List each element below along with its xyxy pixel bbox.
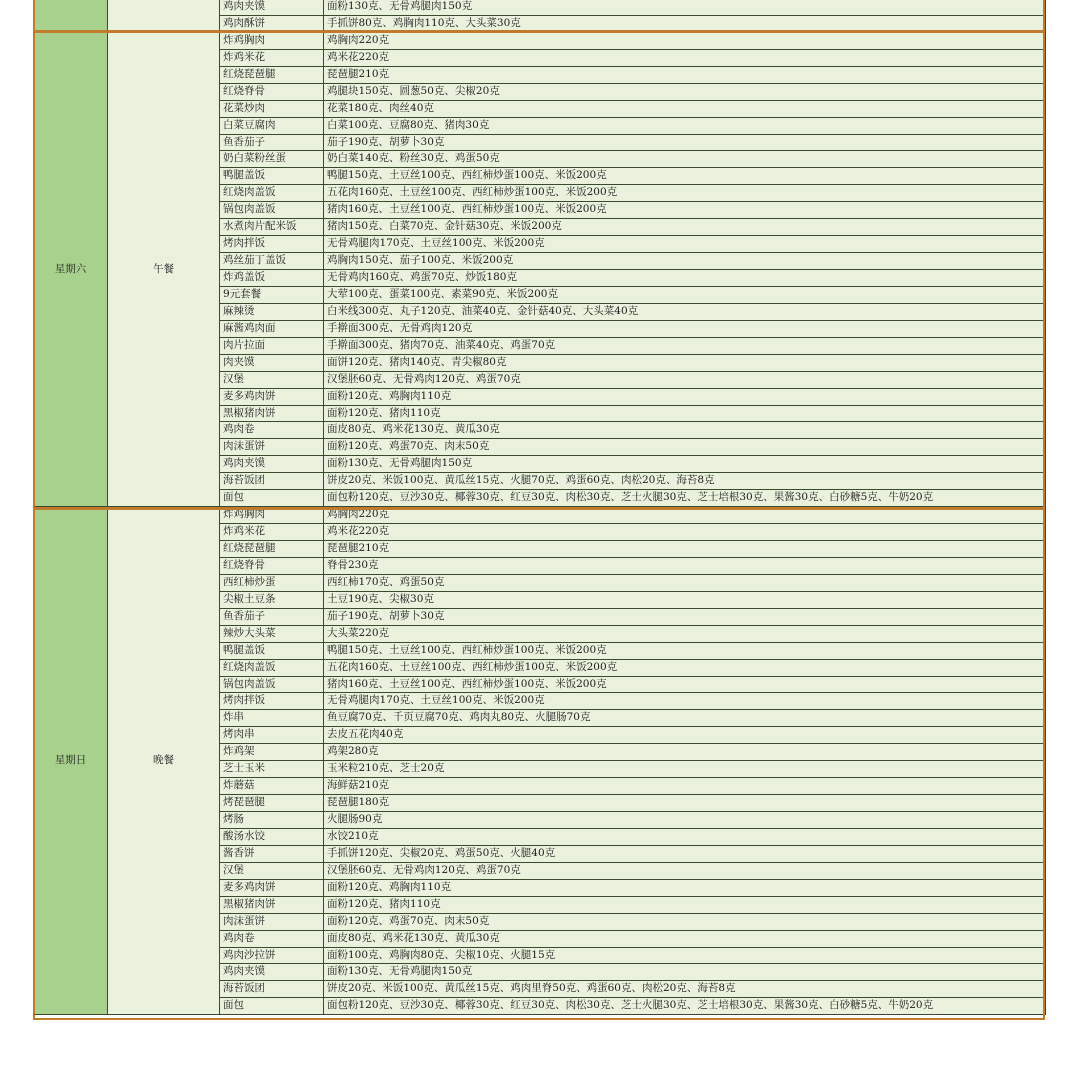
dish-name: 鸡肉夹馍 <box>220 0 324 15</box>
dish-name: 锅包肉盖饭 <box>220 202 324 219</box>
meal-cell <box>108 0 220 32</box>
dish-name: 麦多鸡肉饼 <box>220 879 324 896</box>
dish-name: 红烧肉盖饭 <box>220 185 324 202</box>
ingredients: 无骨鸡腿肉170克、土豆丝100克、米饭200克 <box>324 236 1046 253</box>
ingredients: 西红柿170克、鸡蛋50克 <box>324 574 1046 591</box>
dish-name: 西红柿炒蛋 <box>220 574 324 591</box>
dish-name: 鸡肉夹馍 <box>220 456 324 473</box>
dish-name: 汉堡 <box>220 371 324 388</box>
dish-name: 炸串 <box>220 710 324 727</box>
dish-name: 麻辣烫 <box>220 303 324 320</box>
dish-name: 炸鸡胸肉 <box>220 507 324 524</box>
ingredients: 鸡胸肉150克、茄子100克、米饭200克 <box>324 253 1046 270</box>
ingredients: 面粉120克、鸡蛋70克、肉末50克 <box>324 439 1046 456</box>
table-row <box>34 32 1046 49</box>
dish-name: 烤肉拌饭 <box>220 693 324 710</box>
dish-name: 酸汤水饺 <box>220 828 324 845</box>
dish-name: 烤琵琶腿 <box>220 795 324 812</box>
dish-name: 炸鸡米花 <box>220 524 324 541</box>
dish-name: 麻酱鸡肉面 <box>220 320 324 337</box>
ingredients: 面粉130克、无骨鸡腿肉150克 <box>324 456 1046 473</box>
ingredients: 脊骨230克 <box>324 557 1046 574</box>
meal-label: 晚餐 <box>108 507 220 1015</box>
ingredients: 鱼豆腐70克、千页豆腐70克、鸡肉丸80克、火腿肠70克 <box>324 710 1046 727</box>
ingredients: 面粉120克、鸡胸肉110克 <box>324 388 1046 405</box>
ingredients: 白米线300克、丸子120克、油菜40克、金针菇40克、大头菜40克 <box>324 303 1046 320</box>
dish-name: 芝士玉米 <box>220 761 324 778</box>
ingredients: 猪肉160克、土豆丝100克、西红柿炒蛋100克、米饭200克 <box>324 202 1046 219</box>
ingredients: 花菜180克、肉丝40克 <box>324 100 1046 117</box>
ingredients: 饼皮20克、米饭100克、黄瓜丝15克、火腿70克、鸡蛋60克、肉松20克、海苔8克 <box>324 473 1046 490</box>
dish-name: 炸鸡米花 <box>220 49 324 66</box>
ingredients: 面粉130克、无骨鸡腿肉150克 <box>324 964 1046 981</box>
ingredients: 茄子190克、胡萝卜30克 <box>324 134 1046 151</box>
ingredients: 面包粉120克、豆沙30克、椰蓉30克、红豆30克、肉松30克、芝士火腿30克、芝士培根30克、果酱30克、白砂糖5克、牛奶20克 <box>324 998 1046 1015</box>
dish-name: 水煮肉片配米饭 <box>220 219 324 236</box>
dish-name: 9元套餐 <box>220 286 324 303</box>
dish-name: 辣炒大头菜 <box>220 625 324 642</box>
ingredients: 茄子190克、胡萝卜30克 <box>324 608 1046 625</box>
dish-name: 黑椒猪肉饼 <box>220 405 324 422</box>
dish-name: 花菜炒肉 <box>220 100 324 117</box>
ingredients: 面粉130克、无骨鸡腿肉150克 <box>324 0 1046 15</box>
ingredients: 饼皮20克、米饭100克、黄瓜丝15克、鸡肉里脊50克、鸡蛋60克、肉松20克、海苔8克 <box>324 981 1046 998</box>
ingredients: 白菜100克、豆腐80克、猪肉30克 <box>324 117 1046 134</box>
ingredients: 面饼120克、猪肉140克、青尖椒80克 <box>324 354 1046 371</box>
ingredients: 鸡米花220克 <box>324 524 1046 541</box>
dish-name: 鸡肉酥饼 <box>220 15 324 32</box>
dish-name: 红烧肉盖饭 <box>220 659 324 676</box>
dish-name: 红烧琵琶腿 <box>220 541 324 558</box>
ingredients: 面粉120克、猪肉110克 <box>324 896 1046 913</box>
menu-table-body <box>34 0 1046 1015</box>
dish-name: 鸭腿盖饭 <box>220 168 324 185</box>
dish-name: 鸡肉卷 <box>220 422 324 439</box>
dish-name: 鸡丝茄丁盖饭 <box>220 253 324 270</box>
dish-name: 肉沫蛋饼 <box>220 439 324 456</box>
dish-name: 海苔饭团 <box>220 981 324 998</box>
ingredients: 面粉100克、鸡胸肉80克、尖椒10克、火腿15克 <box>324 947 1046 964</box>
ingredients: 土豆190克、尖椒30克 <box>324 591 1046 608</box>
ingredients: 奶白菜140克、粉丝30克、鸡蛋50克 <box>324 151 1046 168</box>
meal-label: 午餐 <box>108 32 220 506</box>
ingredients: 鸡米花220克 <box>324 49 1046 66</box>
ingredients: 手擀面300克、猪肉70克、油菜40克、鸡蛋70克 <box>324 337 1046 354</box>
ingredients: 鸡胸肉220克 <box>324 507 1046 524</box>
dish-name: 汉堡 <box>220 862 324 879</box>
dish-name: 肉片拉面 <box>220 337 324 354</box>
dish-name: 鸡肉夹馍 <box>220 964 324 981</box>
ingredients: 面皮80克、鸡米花130克、黄瓜30克 <box>324 422 1046 439</box>
ingredients: 去皮五花肉40克 <box>324 727 1046 744</box>
ingredients: 火腿肠90克 <box>324 812 1046 829</box>
dish-name: 烤肉串 <box>220 727 324 744</box>
ingredients: 琵琶腿210克 <box>324 66 1046 83</box>
ingredients: 琵琶腿210克 <box>324 541 1046 558</box>
day-label: 星期六 <box>34 32 108 506</box>
ingredients: 大荤100克、蛋菜100克、素菜90克、米饭200克 <box>324 286 1046 303</box>
dish-name: 炸蘑菇 <box>220 778 324 795</box>
ingredients: 鸡架280克 <box>324 744 1046 761</box>
ingredients: 面粉120克、猪肉110克 <box>324 405 1046 422</box>
ingredients: 面粉120克、鸡蛋70克、肉末50克 <box>324 913 1046 930</box>
dish-name: 锅包肉盖饭 <box>220 676 324 693</box>
ingredients: 琵琶腿180克 <box>324 795 1046 812</box>
dish-name: 鸡肉卷 <box>220 930 324 947</box>
ingredients: 面皮80克、鸡米花130克、黄瓜30克 <box>324 930 1046 947</box>
ingredients: 鸭腿150克、土豆丝100克、西红柿炒蛋100克、米饭200克 <box>324 168 1046 185</box>
dish-name: 面包 <box>220 998 324 1015</box>
table-row <box>34 0 1046 15</box>
dish-name: 红烧琵琶腿 <box>220 66 324 83</box>
ingredients: 五花肉160克、土豆丝100克、西红柿炒蛋100克、米饭200克 <box>324 185 1046 202</box>
dish-name: 炸鸡盖饭 <box>220 270 324 287</box>
dish-name: 尖椒土豆条 <box>220 591 324 608</box>
ingredients: 猪肉150克、白菜70克、金针菇30克、米饭200克 <box>324 219 1046 236</box>
dish-name: 鱼香茄子 <box>220 608 324 625</box>
ingredients: 玉米粒210克、芝士20克 <box>324 761 1046 778</box>
ingredients: 鸭腿150克、土豆丝100克、西红柿炒蛋100克、米饭200克 <box>324 642 1046 659</box>
dish-name: 鸡肉沙拉饼 <box>220 947 324 964</box>
ingredients: 鸡腿块150克、圆葱50克、尖椒20克 <box>324 83 1046 100</box>
dish-name: 炸鸡架 <box>220 744 324 761</box>
dish-name: 白菜豆腐肉 <box>220 117 324 134</box>
dish-name: 黑椒猪肉饼 <box>220 896 324 913</box>
ingredients: 面粉120克、鸡胸肉110克 <box>324 879 1046 896</box>
ingredients: 大头菜220克 <box>324 625 1046 642</box>
dish-name: 鱼香茄子 <box>220 134 324 151</box>
ingredients: 手抓饼80克、鸡胸肉110克、大头菜30克 <box>324 15 1046 32</box>
dish-name: 面包 <box>220 490 324 507</box>
ingredients: 汉堡胚60克、无骨鸡肉120克、鸡蛋70克 <box>324 862 1046 879</box>
ingredients: 海鲜菇210克 <box>324 778 1046 795</box>
ingredients: 五花肉160克、土豆丝100克、西红柿炒蛋100克、米饭200克 <box>324 659 1046 676</box>
menu-table <box>33 0 1046 1015</box>
ingredients: 鸡胸肉220克 <box>324 32 1046 49</box>
dish-name: 烤肉拌饭 <box>220 236 324 253</box>
table-row <box>34 507 1046 524</box>
ingredients: 手抓饼120克、尖椒20克、鸡蛋50克、火腿40克 <box>324 845 1046 862</box>
ingredients: 猪肉160克、土豆丝100克、西红柿炒蛋100克、米饭200克 <box>324 676 1046 693</box>
ingredients: 手擀面300克、无骨鸡肉120克 <box>324 320 1046 337</box>
ingredients: 无骨鸡肉160克、鸡蛋70克、炒饭180克 <box>324 270 1046 287</box>
dish-name: 炸鸡胸肉 <box>220 32 324 49</box>
dish-name: 奶白菜粉丝蛋 <box>220 151 324 168</box>
ingredients: 无骨鸡腿肉170克、土豆丝100克、米饭200克 <box>324 693 1046 710</box>
dish-name: 酱香饼 <box>220 845 324 862</box>
day-cell <box>34 0 108 32</box>
dish-name: 肉沫蛋饼 <box>220 913 324 930</box>
dish-name: 海苔饭团 <box>220 473 324 490</box>
dish-name: 红烧脊骨 <box>220 83 324 100</box>
ingredients: 汉堡胚60克、无骨鸡肉120克、鸡蛋70克 <box>324 371 1046 388</box>
day-label: 星期日 <box>34 507 108 1015</box>
dish-name: 肉夹馍 <box>220 354 324 371</box>
ingredients: 水饺210克 <box>324 828 1046 845</box>
dish-name: 烤肠 <box>220 812 324 829</box>
dish-name: 鸭腿盖饭 <box>220 642 324 659</box>
dish-name: 麦多鸡肉饼 <box>220 388 324 405</box>
dish-name: 红烧脊骨 <box>220 557 324 574</box>
ingredients: 面包粉120克、豆沙30克、椰蓉30克、红豆30克、肉松30克、芝士火腿30克、芝士培根30克、果酱30克、白砂糖5克、牛奶20克 <box>324 490 1046 507</box>
